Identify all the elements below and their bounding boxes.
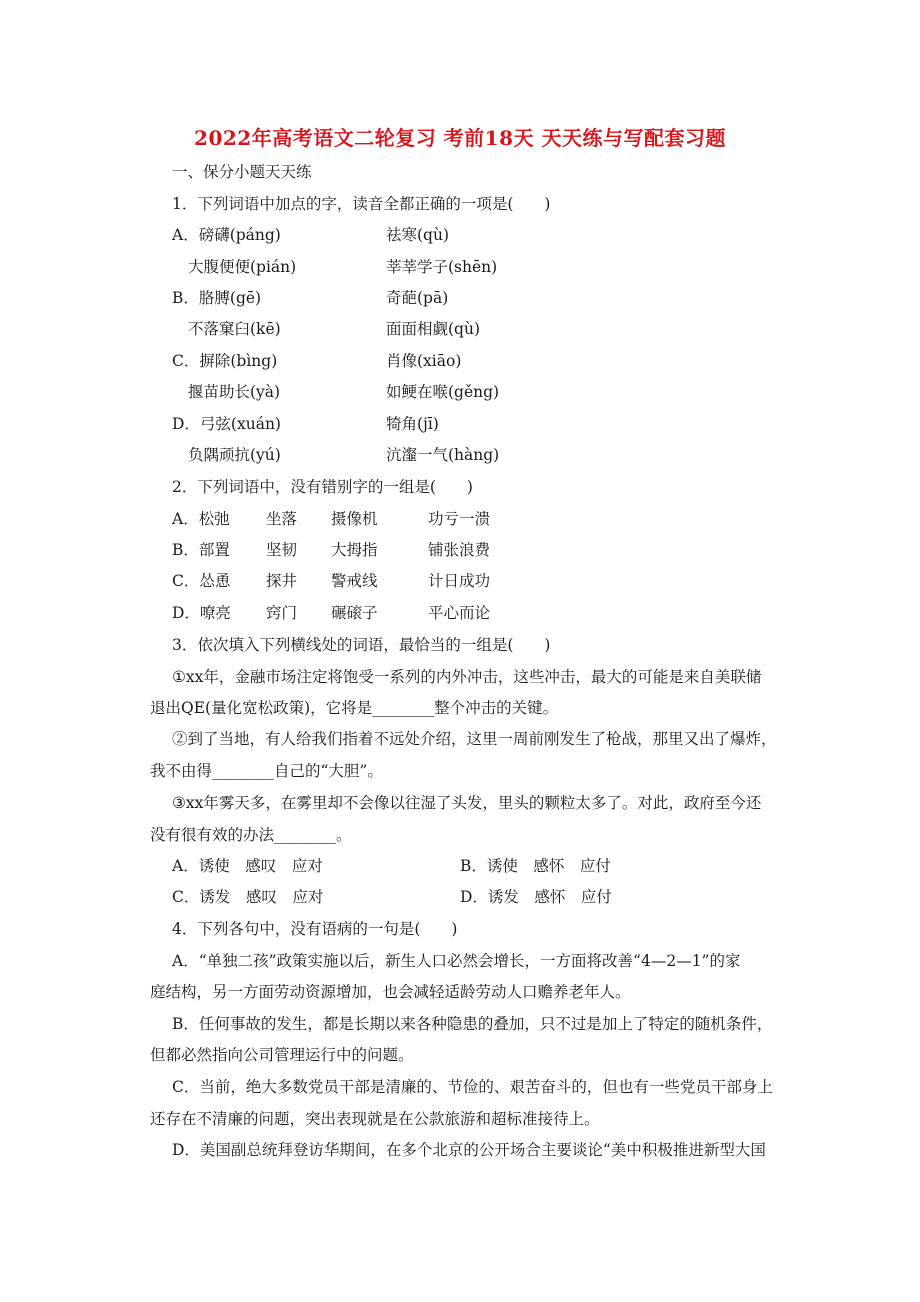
q1-option-b-word1: B．胳膊(gē) bbox=[172, 289, 262, 307]
q1-option-a-word3: 大腹便便(pián) bbox=[188, 258, 297, 276]
q1-option-c-word4: 如鲠在喉(gěng) bbox=[386, 383, 500, 401]
q1-option-c-word3: 揠苗助长(yà) bbox=[188, 383, 281, 401]
q2-option-a-word1: A．松弛 bbox=[172, 510, 230, 528]
q1-option-c-word2: 肖像(xiāo) bbox=[386, 352, 462, 370]
q1-option-b-word3: 不落窠臼(kē) bbox=[188, 320, 281, 338]
question-4-stem: 4．下列各句中，没有语病的一句是( ) bbox=[172, 920, 458, 938]
q2-option-d-word1: D．嘹亮 bbox=[172, 604, 231, 622]
section-heading: 一、保分小题天天练 bbox=[172, 163, 312, 181]
q4-option-b-line1: B．任何事故的发生，都是长期以来各种隐患的叠加，只不过是加上了特定的随机条件， bbox=[172, 1015, 773, 1033]
q3-option-d: D．诱发 感怀 应付 bbox=[460, 888, 612, 906]
q4-option-a-line2: 庭结构，另一方面劳动资源增加，也会减轻适龄劳动人口赡养老年人。 bbox=[150, 983, 631, 1001]
q2-option-c-word3: 警戒线 bbox=[331, 572, 378, 590]
q2-option-c-word4: 计日成功 bbox=[428, 572, 491, 590]
q2-option-a-word3: 摄像机 bbox=[331, 510, 378, 528]
q3-sentence-2-line1: ②到了当地，有人给我们指着不远处介绍，这里一周前刚发生了枪战，那里又出了爆炸， bbox=[172, 730, 777, 748]
q2-option-b-word3: 大拇指 bbox=[331, 541, 378, 559]
q1-option-b-word4: 面面相觑(qù) bbox=[386, 320, 480, 338]
question-3-stem: 3．依次填入下列横线处的词语，最恰当的一组是( ) bbox=[172, 636, 551, 654]
q3-sentence-3-line1: ③xx年雾天多，在雾里却不会像以往湿了头发，里头的颗粒太多了。对此，政府至今还 bbox=[172, 794, 762, 812]
q4-option-a-line1: A．“单独二孩”政策实施以后，新生人口必然会增长，一方面将改善“4—2—1”的家 bbox=[172, 952, 741, 970]
question-1-stem: 1．下列词语中加点的字，读音全都正确的一项是( ) bbox=[172, 195, 551, 213]
q2-option-d-word4: 平心而论 bbox=[428, 604, 491, 622]
q3-option-c: C．诱发 感叹 应对 bbox=[172, 888, 324, 906]
q2-option-b-word2: 坚韧 bbox=[266, 541, 298, 559]
q2-option-d-word2: 窍门 bbox=[266, 604, 298, 622]
q1-option-a-word2: 祛寒(qù) bbox=[386, 226, 449, 244]
document-title: 2022年高考语文二轮复习 考前18天 天天练与写配套习题 bbox=[194, 126, 726, 150]
q2-option-a-word4: 功亏一溃 bbox=[428, 510, 491, 528]
q2-option-b-word1: B．部置 bbox=[172, 541, 230, 559]
q1-option-c-word1: C．摒除(bìng) bbox=[172, 352, 278, 370]
q2-option-c-word2: 探井 bbox=[266, 572, 298, 590]
question-2-stem: 2．下列词语中，没有错别字的一组是( ) bbox=[172, 478, 473, 496]
q3-option-b: B．诱使 感怀 应付 bbox=[460, 857, 611, 875]
q1-option-d-word4: 沆瀣一气(hàng) bbox=[386, 446, 500, 464]
q1-option-d-word2: 犄角(jī) bbox=[386, 415, 439, 433]
q1-option-d-word1: D．弓弦(xuán) bbox=[172, 415, 281, 433]
q3-sentence-1-line2: 退出QE(量化宽松政策)，它将是________整个冲击的关键。 bbox=[150, 699, 559, 717]
q3-sentence-3-line2: 没有很有效的办法________。 bbox=[150, 826, 352, 844]
q1-option-a-word4: 莘莘学子(shēn) bbox=[386, 258, 498, 276]
q4-option-d-line1: D．美国副总统拜登访华期间，在多个北京的公开场合主要谈论“美中积极推进新型大国 bbox=[172, 1141, 766, 1159]
q3-sentence-2-line2: 我不由得________自己的“大胆”。 bbox=[150, 762, 383, 780]
q3-option-a: A．诱使 感叹 应对 bbox=[172, 857, 323, 875]
q2-option-c-word1: C．怂恿 bbox=[172, 572, 231, 590]
q4-option-c-line1: C．当前，绝大多数党员干部是清廉的、节俭的、艰苦奋斗的，但也有一些党员干部身上 bbox=[172, 1078, 773, 1096]
q1-option-d-word3: 负隅顽抗(yú) bbox=[188, 446, 281, 464]
q1-option-b-word2: 奇葩(pā) bbox=[386, 289, 449, 307]
q2-option-a-word2: 坐落 bbox=[266, 510, 298, 528]
q4-option-b-line2: 但都必然指向公司管理运行中的问题。 bbox=[150, 1046, 414, 1064]
q3-sentence-1-line1: ①xx年，金融市场注定将饱受一系列的内外冲击，这些冲击，最大的可能是来自美联储 bbox=[172, 668, 762, 686]
q4-option-c-line2: 还存在不清廉的问题，突出表现就是在公款旅游和超标准接待上。 bbox=[150, 1110, 600, 1128]
q1-option-a-word1: A．磅礴(páng) bbox=[172, 226, 281, 244]
q2-option-b-word4: 铺张浪费 bbox=[428, 541, 491, 559]
q2-option-d-word3: 碾磙子 bbox=[331, 604, 378, 622]
